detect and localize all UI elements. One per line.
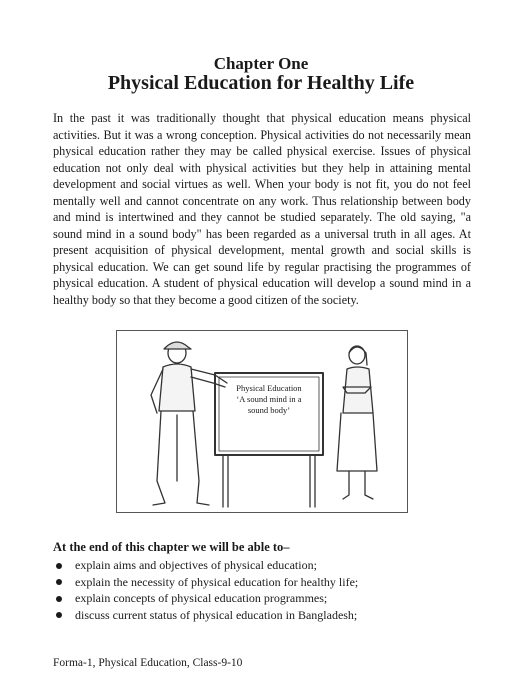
chapter-title: Physical Education for Healthy Life xyxy=(107,72,415,94)
list-item-text: discuss current status of physical education in Bangladesh; xyxy=(75,607,358,622)
bullet-icon xyxy=(56,596,62,602)
list-item-text: explain the necessity of physical education for healthy life; xyxy=(75,574,359,589)
page-footer: Forma-1, Physical Education, Class-9-10 xyxy=(53,657,243,669)
board-line: ‘A sound mind in a xyxy=(236,394,302,404)
intro-paragraph: In the past it was traditionally thought that physical education means physical activities. But it was a wrong conception. Physical activities do not necessarily mean physical education rather they may be called physical exercise. Issues of physical education not only deal with physical activities but they help in attaining mental development and social virtues as well. When your body is not fit, you do not feel mentally well and cannot concentrate on any work. Thus relationship between body and mind is intertwined and they cannot be studied separately. The old saying, "a sound mind in a sound body" has been regarded as a universal truth in all ages. At present acquisition of physical development, mental growth and social skills is physical education. We can get sound life by regular practising the programmes of physical education. A student of physical education will develop a sound mind in a healthy body so that they become a good citizen of the society. xyxy=(53,111,471,307)
objectives-list xyxy=(53,557,483,623)
objectives-heading: At the end of this chapter we will be able to– xyxy=(53,540,290,554)
bullet-icon xyxy=(56,563,62,569)
bullet-icon xyxy=(56,579,62,585)
list-item xyxy=(53,590,483,607)
list-item xyxy=(53,574,483,591)
board-text xyxy=(224,383,314,416)
bullet-icon xyxy=(56,612,62,618)
list-item xyxy=(53,607,483,624)
list-item xyxy=(53,557,483,574)
chapter-label: Chapter One xyxy=(213,54,309,73)
illustration-drawing xyxy=(117,331,409,514)
classroom-illustration xyxy=(116,330,408,513)
list-item-text: explain aims and objectives of physical education; xyxy=(75,558,317,572)
list-item-text: explain concepts of physical education programmes; xyxy=(75,591,328,605)
board-line: Physical Education xyxy=(236,383,302,393)
board-line: sound body’ xyxy=(247,405,291,415)
